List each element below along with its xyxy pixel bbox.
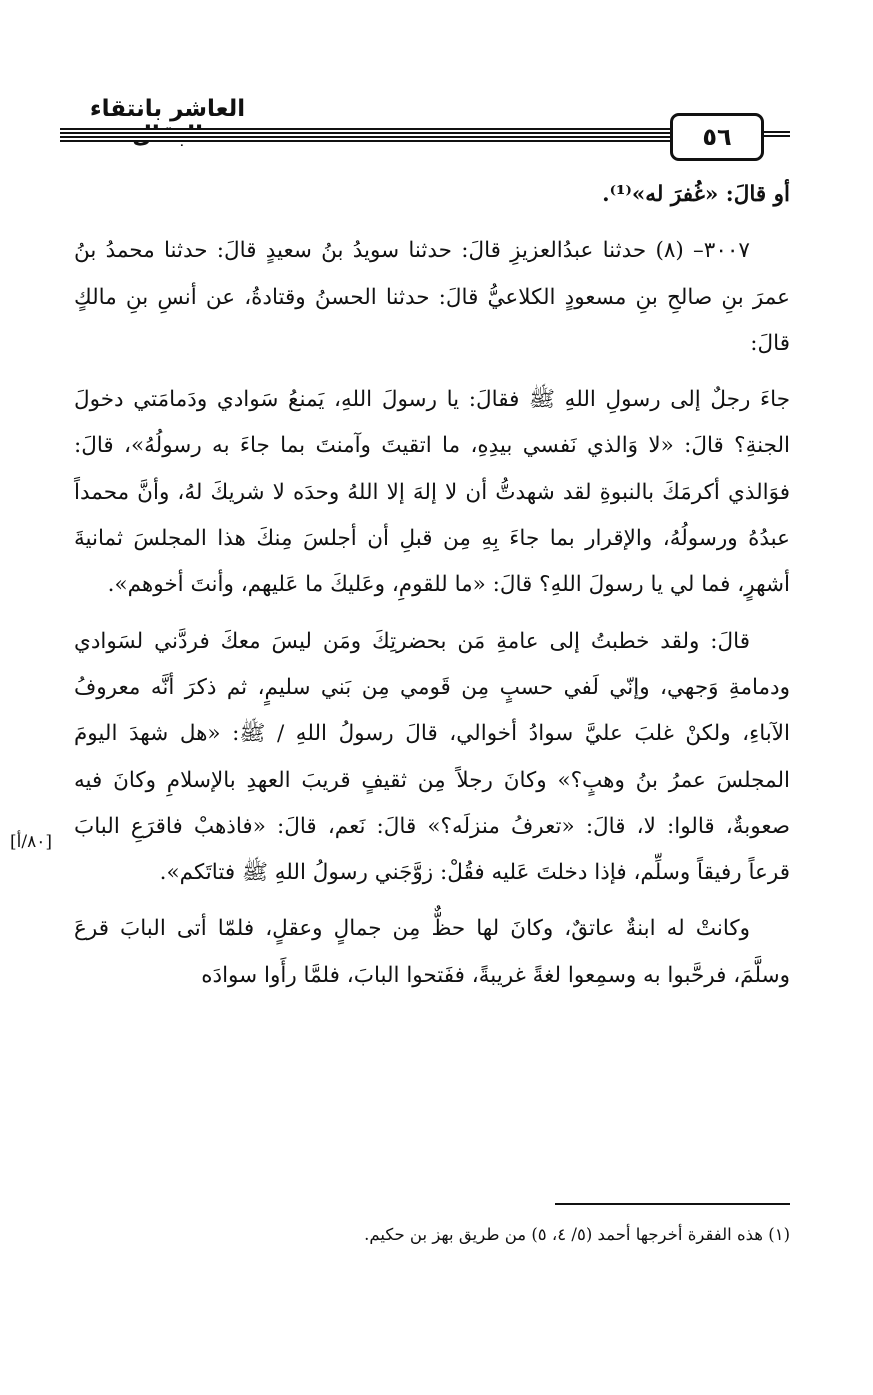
body-text — [74, 172, 790, 999]
footnote-rule — [555, 1203, 790, 1205]
paragraph-5: وكانتْ له ابنةٌ عاتقٌ، وكانَ لها حظٌّ مِن جمالٍ وعقلٍ، فلمّا أتى البابَ قرعَ وسلَّمَ، فرحَّبوا به وسمِعوا لغةً غريبةً، ففَتحوا البابَ، فلمَّا رأَوا سوادَه — [74, 916, 790, 988]
paragraph-2: ٣٠٠٧– (٨) حدثنا عبدُالعزيزِ قالَ: حدثنا سويدُ بنُ سعيدٍ قالَ: حدثنا محمدُ بنُ عمرَ بنِ صالحِ بنِ مسعودٍ الكلاعيُّ قالَ: حدثنا الحسنُ وقتادةُ، عن أنسِ بنِ مالكٍ قالَ: — [74, 238, 790, 356]
margin-folio-reference: [٨٠/أ] — [10, 832, 52, 852]
running-title: العاشر بانتقاء — [89, 96, 246, 122]
paragraph-3: جاءَ رجلٌ إلى رسولِ اللهِ ﷺ فقالَ: يا رسولَ اللهِ، يَمنعُ سَوادي ودَمامَتي دخولَ الجنةِ؟ قالَ: «لا وَالذي نَفسي بيدِهِ، ما اتقيتَ وآمنتَ بما جاءَ به رسولُهُ»، قالَ: فوَالذي أكرمَكَ بالنبوةِ لقد شهدتُّ أن لا إلهَ إلا اللهُ وحدَه لا شريكَ لهُ، وأنَّ محمداً عبدُهُ ورسولُهُ، والإقرار بما جاءَ بِهِ مِن قبلِ أن أجلسَ مِنكَ هذا المجلسَ ثمانيةَ أشهرٍ، فما لي يا رسولَ اللهِ؟ قالَ: «ما للقومِ، وعَليكَ ما عَليهم، وأنتَ أخوهم». — [74, 387, 790, 598]
page-number: ٥٦ — [670, 113, 764, 161]
paragraph-1: أو قالَ: «غُفرَ له»⁽¹⁾. — [602, 182, 790, 207]
footnote: (١) هذه الفقرة أخرجها أحمد (٥/ ٤، ٥) من طريق بهز بن حكيم. — [364, 1225, 790, 1244]
paragraph-4: قالَ: ولقد خطبتُ إلى عامةِ مَن بحضرتِكَ ومَن ليسَ معكَ فردَّني لسَوادي ودمامةِ وَجهي، وإنّي لَفي حسبٍ مِن قَومي مِن بَني سليمٍ، ثم ذكرَ أنَّه معروفُ الآباءِ، ولكنْ غلبَ عليَّ سوادُ أخوالي، قالَ رسولُ اللهِ / ﷺ: «هل شهدَ اليومَ المجلسَ عمرُ بنُ وهبٍ؟» وكانَ رجلاً مِن ثقيفٍ قريبَ العهدِ بالإسلامِ وكانَ فيه صعوبةٌ، قالوا: لا، قالَ: «تعرفُ منزلَه؟» قالَ: نَعم، قالَ: «فاذهبْ فاقرَعِ البابَ قرعاً رفيقاً وسلِّم، فإذا دخلتَ عَليه فقُلْ: زوَّجَني رسولُ اللهِ ﷺ فتاتَكم». — [74, 628, 790, 886]
header-rule — [60, 128, 670, 142]
header-rule-right — [760, 131, 790, 139]
